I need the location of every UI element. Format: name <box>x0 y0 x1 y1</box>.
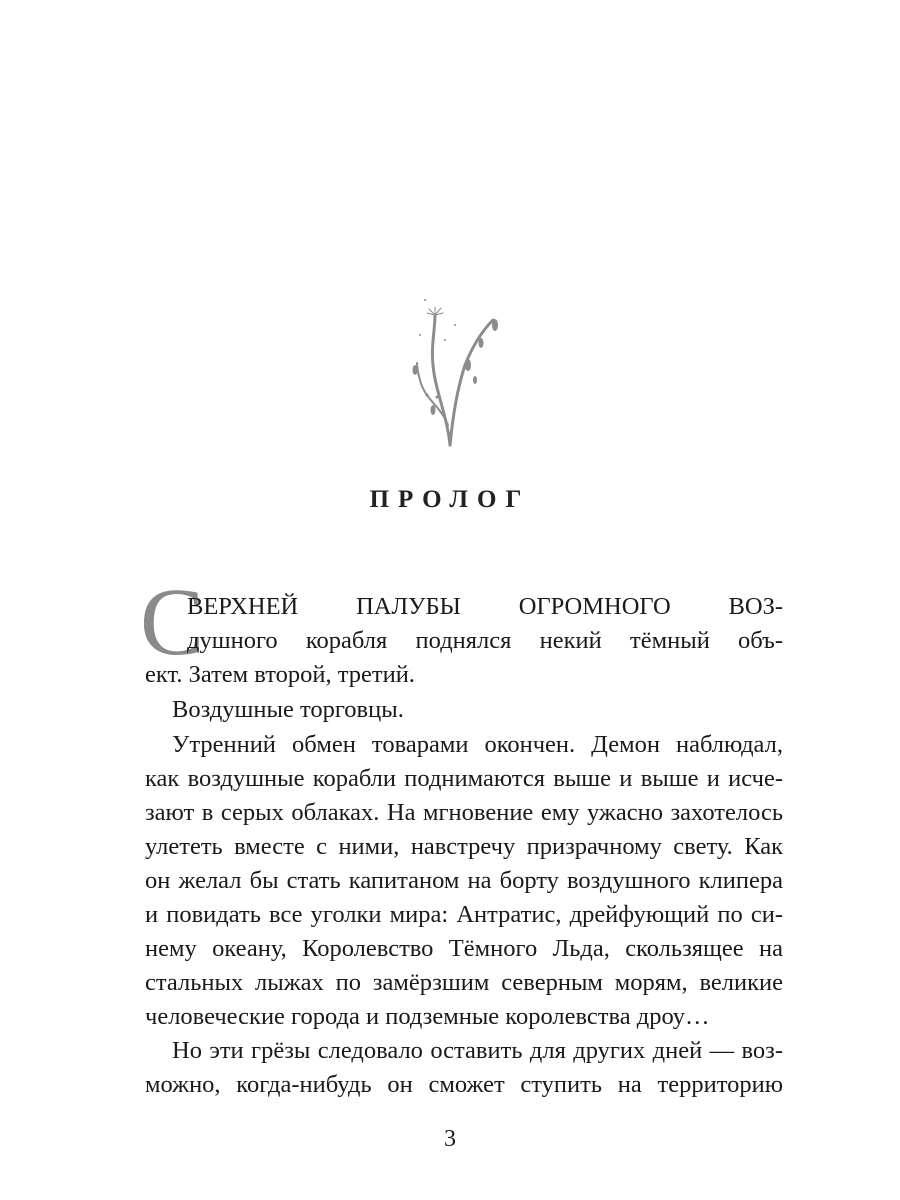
text-line: человеческие города и подземные королевства дроу… <box>145 1003 710 1030</box>
page-number: 3 <box>444 1126 456 1152</box>
text-line: он желал бы стать капитаном на борту воздушного клипера <box>145 867 783 894</box>
plant-ornament-icon <box>405 295 515 450</box>
text-line: Воздушные торговцы. <box>172 696 404 723</box>
text-line: ВЕРХНЕЙ ПАЛУБЫ ОГРОМНОГО ВОЗ- <box>187 593 783 620</box>
text-line: как воздушные корабли поднимаются выше и выше и исче- <box>145 765 783 792</box>
text-line: улететь вместе с ними, навстречу призрачному свету. Как <box>145 833 783 860</box>
text-line: душного корабля поднялся некий тёмный объ- <box>187 627 783 654</box>
text-line: ект. Затем второй, третий. <box>145 661 415 688</box>
drop-cap: С <box>140 568 205 675</box>
text-line: стальных лыжах по замёрзшим северным морям, великие <box>145 969 783 996</box>
chapter-title: ПРОЛОГ <box>369 486 531 513</box>
text-line: Утренний обмен товарами окончен. Демон наблюдал, <box>172 731 783 758</box>
text-line: нему океану, Королевство Тёмного Льда, скользящее на <box>145 935 783 962</box>
text-line: Но эти грёзы следовало оставить для других дней — воз- <box>172 1037 783 1064</box>
text-line: и повидать все уголки мира: Антратис, дрейфующий по си- <box>145 901 783 928</box>
text-line: можно, когда-нибудь он сможет ступить на территорию <box>145 1071 783 1098</box>
text-line: зают в серых облаках. На мгновение ему ужасно захотелось <box>145 799 783 826</box>
